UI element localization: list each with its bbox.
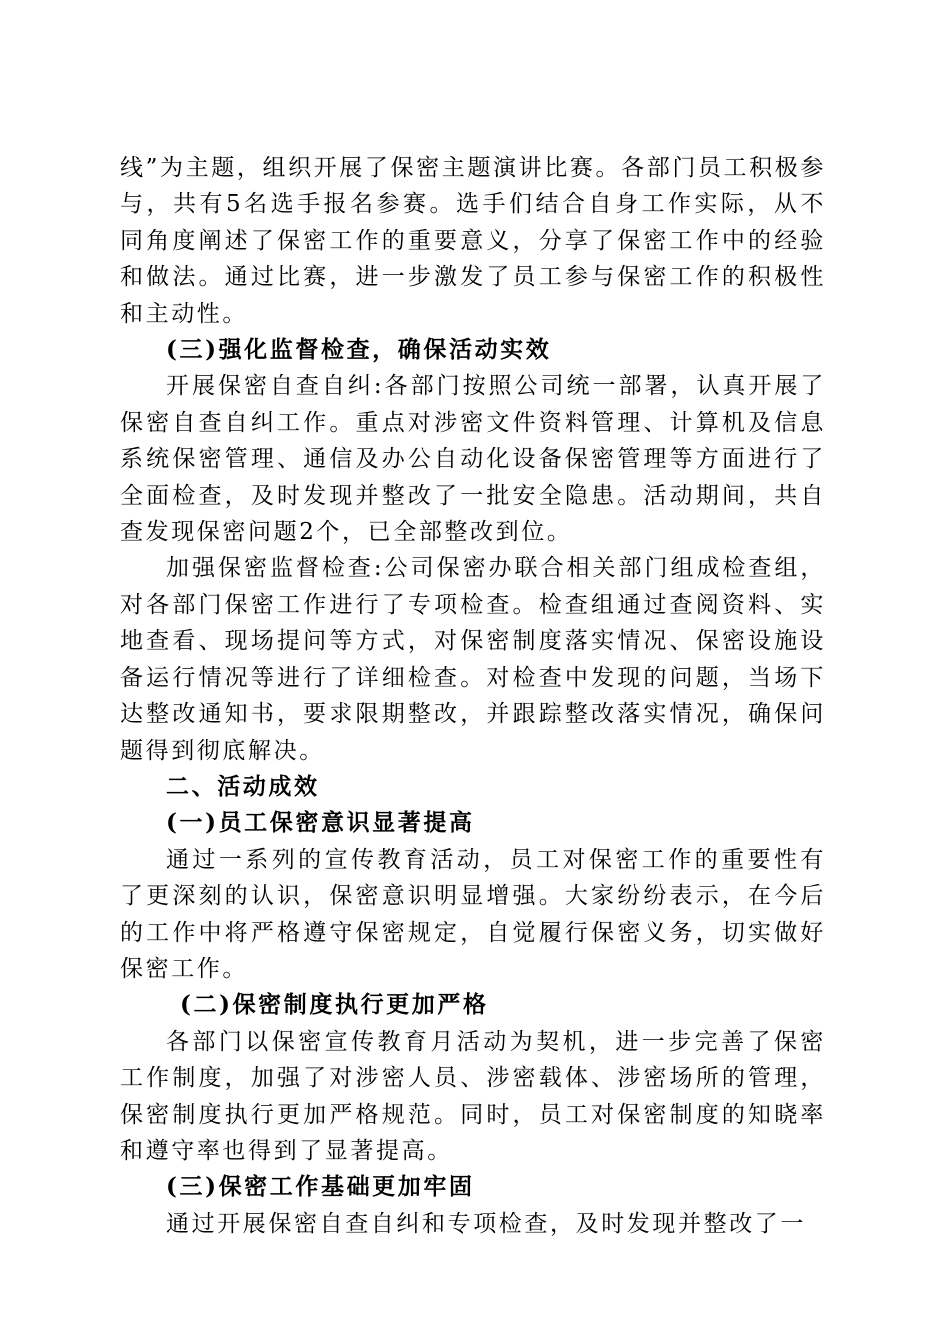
- section-heading: 二、活动成效: [166, 773, 320, 800]
- document-page: [120, 150, 826, 1242]
- section-subheading: (二)保密制度执行更加严格: [180, 991, 489, 1019]
- body-paragraph: 各部门以保密宣传教育月活动为契机，进一步完善了保密工作制度，加强了对涉密人员、涉密载体、涉密场所的管理，保密制度执行更加严格规范。同时，员工对保密制度的知晓率和遵守率也得到了显著提高。: [120, 1028, 826, 1164]
- section-subheading: (一)员工保密意识显著提高: [166, 809, 475, 837]
- body-paragraph: 通过一系列的宣传教育活动，员工对保密工作的重要性有了更深刻的认识，保密意识明显增强。大家纷纷表示，在今后的工作中将严格遵守保密规定，自觉履行保密义务，切实做好保密工作。: [120, 846, 826, 982]
- body-paragraph: 通过开展保密自查自纠和专项检查，及时发现并整改了一: [166, 1210, 806, 1237]
- section-subheading: (三)保密工作基础更加牢固: [166, 1173, 475, 1201]
- body-paragraph: 加强保密监督检查:公司保密办联合相关部门组成检查组，对各部门保密工作进行了专项检查。检查组通过查阅资料、实地查看、现场提问等方式，对保密制度落实情况、保密设施设备运行情况等进行了详细检查。对检查中发现的问题，当场下达整改通知书，要求限期整改，并跟踪整改落实情况，确保问题得到彻底解决。: [120, 555, 826, 764]
- body-paragraph: 开展保密自查自纠:各部门按照公司统一部署，认真开展了保密自查自纠工作。重点对涉密文件资料管理、计算机及信息系统保密管理、通信及办公自动化设备保密管理等方面进行了全面检查，及时发现并整改了一批安全隐患。活动期间，共自查发现保密问题2个，已全部整改到位。: [120, 373, 826, 546]
- body-paragraph: 线”为主题，组织开展了保密主题演讲比赛。各部门员工积极参与，共有5名选手报名参赛。选手们结合自身工作实际，从不同角度阐述了保密工作的重要意义，分享了保密工作中的经验和做法。通过比赛，进一步激发了员工参与保密工作的积极性和主动性。: [120, 155, 826, 327]
- section-subheading: (三)强化监督检查，确保活动实效: [166, 336, 552, 364]
